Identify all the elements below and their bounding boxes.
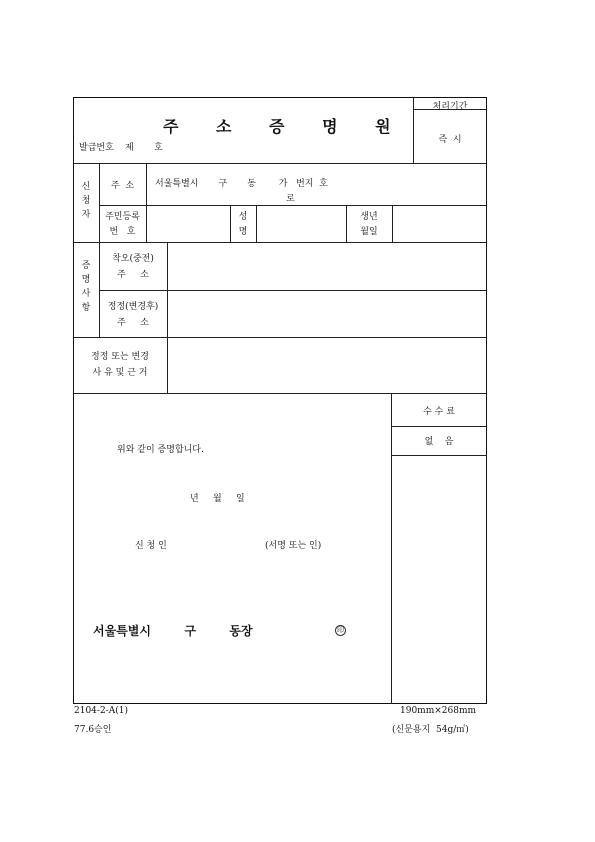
processing-period-value: 즉 시: [438, 135, 462, 145]
applicant-line: 신 청 인: [135, 541, 167, 551]
processing-period-label: 처리기간: [432, 102, 468, 112]
proof-section-label: 증 명 사 항: [81, 261, 91, 313]
signature-note: (서명 또는 인): [265, 541, 322, 551]
form-title: 주 소 증 명 원: [163, 117, 407, 136]
fee-value-divider: [391, 455, 487, 456]
paper-size: 190mm×268mm: [400, 706, 477, 716]
before-address-label-2: 주 소: [117, 270, 149, 280]
address-line-2: 로: [286, 194, 295, 204]
reason-label-2: 사 유 및 근 거: [92, 368, 148, 378]
date-line: 년 월 일: [190, 494, 245, 504]
birth-label-right-line: [392, 205, 393, 242]
after-address-label-2: 주 소: [117, 318, 149, 328]
after-address-label-1: 정정(변경후): [107, 302, 159, 312]
reason-label-1: 정정 또는 변경: [91, 352, 149, 362]
applicant-section-label: 신 청 자: [81, 182, 91, 220]
issue-number-label: 발급번호: [79, 143, 114, 153]
issuer-line: 서울특별시 구 동장: [93, 624, 253, 638]
seal-mark: 印: [337, 626, 344, 634]
reason-section-divider: [73, 393, 487, 394]
proof-label-column-line: [167, 242, 168, 393]
paper-spec: (신문용지 54g/㎡): [392, 725, 469, 735]
certify-text: 위와 같이 증명합니다.: [117, 445, 204, 455]
name-label-2: 명: [238, 227, 248, 237]
address-line-1: 서울특별시 구 동 가 번지 호: [155, 179, 328, 189]
before-address-label-1: 착오(중전): [112, 254, 154, 264]
issue-number-je: 제: [125, 143, 134, 153]
birth-label-2: 월일: [360, 227, 378, 237]
applicant-section-divider: [73, 242, 487, 243]
fee-header-divider: [391, 426, 487, 427]
fee-value: 없 음: [424, 437, 454, 447]
fee-label: 수 수 료: [423, 407, 455, 417]
address-label: 주 소: [110, 181, 135, 191]
form-number: 2104-2-A(1): [74, 706, 128, 716]
rrn-label-2: 번 호: [109, 227, 136, 237]
proof-section-divider: [73, 337, 487, 338]
approval-note: 77.6승인: [74, 725, 112, 735]
name-label-right-line: [256, 205, 257, 242]
name-label-1: 성: [238, 212, 248, 222]
proof-row-divider: [99, 290, 487, 291]
rrn-label-1: 주민등록: [105, 212, 140, 222]
address-row-divider: [99, 205, 487, 206]
issue-number-ho: 호: [154, 143, 163, 153]
title-row-divider: [73, 163, 487, 164]
applicant-label-column-line: [146, 163, 147, 242]
birth-label-1: 생년: [360, 212, 378, 222]
